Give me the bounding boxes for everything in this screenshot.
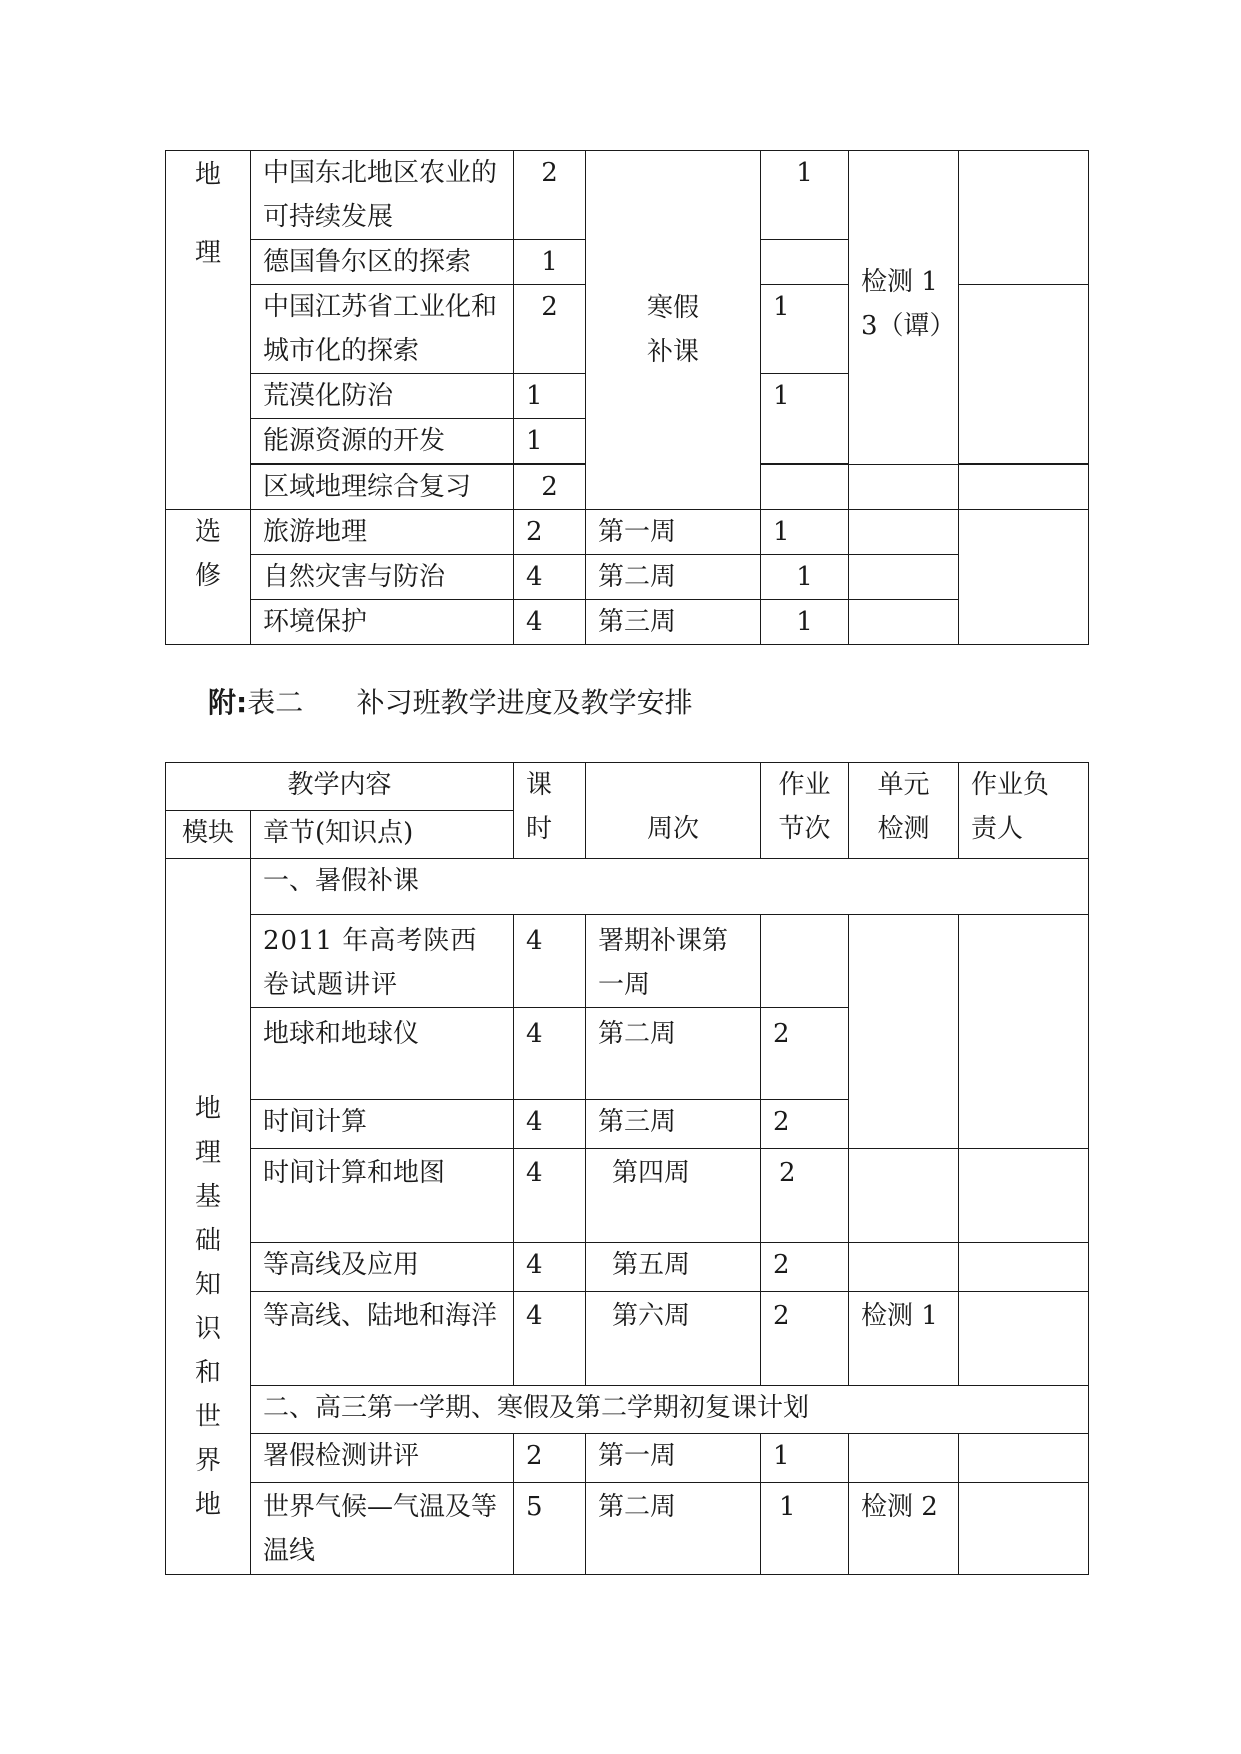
chapter-cell: 中国东北地区农业的可持续发展 [251,151,514,240]
unit-test-text: 检测 1 3（谭） [861,267,956,342]
unit-test-cell [849,464,959,510]
module-char: 基 [194,1181,221,1212]
hours-cell: 4 [514,1008,586,1100]
owner-cell [959,1434,1089,1483]
homework-cell [761,915,849,1008]
header-hours [514,763,586,859]
hours-cell: 4 [514,1100,586,1149]
module-char: 修 [194,561,221,591]
hours-cell: 2 [514,510,586,555]
owner-cell [959,151,1089,285]
header-module: 模块 [166,811,251,859]
chapter-cell: 2011 年高考陕西卷试题讲评 [251,915,514,1008]
hours-cell: 1 [514,240,586,285]
section-heading: 二、高三第一学期、寒假及第二学期初复课计划 [251,1386,1089,1434]
week-cell: 第一周 [586,1434,761,1483]
module-char: 地 [194,1489,221,1520]
header-content: 教学内容 [166,763,514,811]
hours-cell: 1 [514,419,586,465]
hours-cell: 4 [514,915,586,1008]
appendix-heading: 补习班教学进度及教学安排 [356,686,693,719]
appendix-label: 表二 [247,686,304,719]
week-cell: 第二周 [586,1008,761,1100]
hours-cell: 1 [514,374,586,419]
owner-cell [959,1149,1089,1243]
week-cell: 第五周 [586,1243,761,1292]
owner-cell [959,510,1089,645]
owner-cell [959,1483,1089,1575]
homework-cell: 2 [761,1292,849,1386]
module-char: 和 [194,1357,221,1388]
homework-cell: 1 [761,1483,849,1575]
week-cell: 第三周 [586,600,761,645]
module-char: 识 [194,1313,221,1344]
header-owner [959,763,1089,859]
unit-test-cell [849,1434,959,1483]
module-cell-basics [166,859,251,1575]
chapter-cell: 等高线及应用 [251,1243,514,1292]
homework-cell: 1 [761,600,849,645]
homework-cell: 1 [761,555,849,600]
chapter-cell: 等高线、陆地和海洋 [251,1292,514,1386]
module-char: 地 [194,1093,221,1124]
week-cell: 第三周 [586,1100,761,1149]
homework-cell: 2 [761,1243,849,1292]
module-char: 选 [194,517,221,547]
homework-cell: 1 [761,1434,849,1483]
chapter-cell: 时间计算和地图 [251,1149,514,1243]
homework-cell: 1 [761,151,849,240]
header-hours-text: 课时 [526,770,553,844]
hours-cell: 5 [514,1483,586,1575]
chapter-cell: 时间计算 [251,1100,514,1149]
module-char: 理 [194,238,221,268]
chapter-cell: 区域地理综合复习 [251,464,514,510]
owner-cell [959,915,1089,1149]
unit-test-cell: 检测 1 [849,1292,959,1386]
homework-cell: 1 [761,374,849,465]
module-cell-elective [166,510,251,645]
homework-cell: 2 [761,1008,849,1100]
header-unit-test [849,763,959,859]
hours-cell: 4 [514,1243,586,1292]
chapter-cell: 德国鲁尔区的探索 [251,240,514,285]
week-cell-winter [586,151,761,510]
week-cell: 第六周 [586,1292,761,1386]
chapter-cell: 能源资源的开发 [251,419,514,465]
module-char: 世 [194,1401,221,1432]
chapter-cell: 自然灾害与防治 [251,555,514,600]
unit-test-cell [849,600,959,645]
schedule-table-1 [165,150,1089,645]
header-owner-text: 作业负责人 [971,770,1050,844]
chapter-cell: 世界气候—气温及等温线 [251,1483,514,1575]
unit-test-cell [849,1243,959,1292]
module-cell-geo [166,151,251,510]
homework-cell: 1 [761,285,849,374]
homework-cell: 1 [761,510,849,555]
hours-cell: 4 [514,600,586,645]
chapter-cell: 旅游地理 [251,510,514,555]
owner-cell [959,464,1089,510]
chapter-cell: 地球和地球仪 [251,1008,514,1100]
header-chapter: 章节(知识点) [251,811,514,859]
hours-cell: 4 [514,555,586,600]
header-week-text: 周次 [647,814,700,844]
appendix-prefix: 附: [208,686,248,719]
hours-cell: 4 [514,1292,586,1386]
module-char: 地 [194,160,221,190]
header-unit-test-text: 单元检测 [877,770,930,844]
week-cell: 署期补课第一周 [586,915,761,1008]
owner-cell [959,1243,1089,1292]
homework-cell [761,464,849,510]
week-cell: 第二周 [586,1483,761,1575]
chapter-cell: 署假检测讲评 [251,1434,514,1483]
homework-cell: 2 [761,1100,849,1149]
hours-cell: 2 [514,151,586,240]
chapter-cell: 荒漠化防治 [251,374,514,419]
header-homework-text: 作业节次 [778,770,831,844]
chapter-cell: 中国江苏省工业化和城市化的探索 [251,285,514,374]
unit-test-cell [849,915,959,1149]
appendix-title [208,681,693,725]
schedule-table-2 [165,762,1089,1575]
module-char: 理 [194,1137,221,1168]
homework-cell: 2 [761,1149,849,1243]
week-text: 寒假补课 [646,293,699,367]
module-char: 界 [194,1445,221,1476]
unit-test-cell [849,1149,959,1243]
unit-test-cell [849,555,959,600]
unit-test-cell: 检测 2 [849,1483,959,1575]
header-week [586,763,761,859]
module-vertical [166,907,250,1527]
hours-cell: 2 [514,1434,586,1483]
owner-cell [959,285,1089,465]
module-char: 础 [194,1225,221,1256]
hours-cell: 2 [514,464,586,510]
section-heading: 一、暑假补课 [251,859,1089,915]
header-homework [761,763,849,859]
week-cell: 第四周 [586,1149,761,1243]
hours-cell: 2 [514,285,586,374]
unit-test-cell [849,151,959,465]
homework-cell [761,240,849,285]
unit-test-cell [849,510,959,555]
week-cell: 第一周 [586,510,761,555]
chapter-cell: 环境保护 [251,600,514,645]
hours-cell: 4 [514,1149,586,1243]
module-char: 知 [194,1269,221,1300]
week-cell: 第二周 [586,555,761,600]
owner-cell [959,1292,1089,1386]
